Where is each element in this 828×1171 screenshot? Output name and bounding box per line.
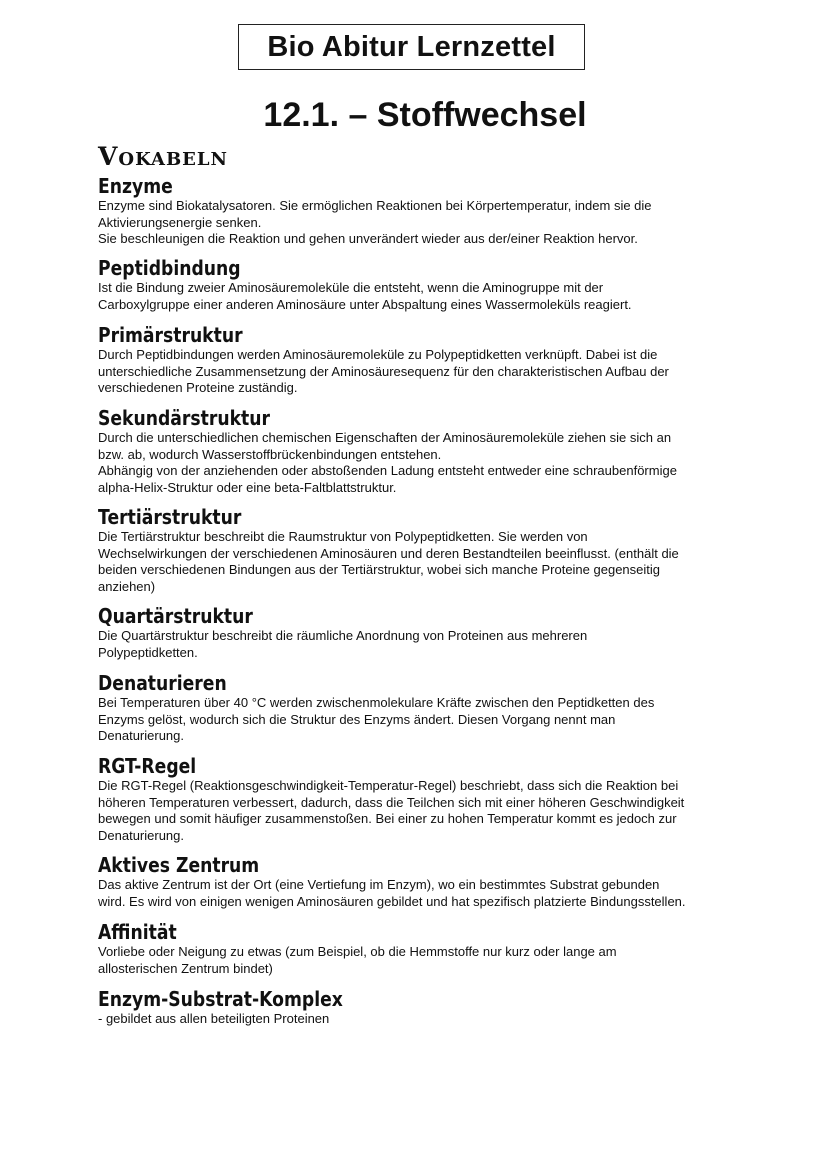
definition-line: Vorliebe oder Neigung zu etwas (zum Beispiel, ob die Hemmstoffe nur kurz oder lange am	[98, 944, 617, 959]
vocab-entry-quartaerstruktur	[98, 604, 738, 661]
definition-line: unterschiedliche Zusammensetzung der Aminosäuresequenz für den charakteristischen Aufbau der	[98, 363, 669, 379]
definition-line: - gebildet aus allen beteiligten Proteinen	[98, 1011, 330, 1026]
definition-line: Abhängig von der anziehenden oder abstoßenden Ladung entsteht entweder eine schraubenförmige	[98, 463, 677, 478]
vocab-entry-enzym-substrat-komplex	[98, 987, 738, 1028]
definition-line: verschiedenen Proteine zuständig.	[98, 380, 298, 395]
definition-line: Durch die unterschiedlichen chemischen Eigenschaften der Aminosäuremoleküle ziehen sie sich an	[98, 430, 672, 445]
vocab-entry-denaturieren	[98, 671, 738, 745]
definition-line: Enzyms gelöst, wodurch sich die Struktur des Enzyms ändert. Diesen Vorgang nennt man	[98, 711, 616, 727]
vocab-entry-aktives-zentrum	[98, 853, 738, 910]
definition-line: anziehen)	[98, 578, 156, 594]
vocab-entry-primaerstruktur	[98, 323, 738, 397]
vocab-term: Peptidbindung	[98, 256, 241, 280]
vocab-term: Enzym-Substrat-Komplex	[98, 987, 343, 1011]
definition-line: bzw. ab, wodurch Wasserstoffbrückenbindungen entstehen.	[98, 446, 442, 462]
vocab-entry-affinitaet	[98, 920, 738, 977]
chapter-heading: 12.1. – Stoffwechsel	[263, 96, 587, 134]
definition-line: Die Quartärstruktur beschreibt die räumliche Anordnung von Proteinen aus mehreren	[98, 628, 588, 643]
definition-line: Die Tertiärstruktur beschreibt die Raumstruktur von Polypeptidketten. Sie werden von	[98, 529, 588, 544]
definition-line: Carboxylgruppe einer anderen Aminosäure unter Abspaltung eines Wassermoleküls reagiert.	[98, 296, 632, 312]
definition-line: Wechselwirkungen der verschiedenen Aminosäuren und deren Bestandteilen beeinflusst. (enthält die	[98, 545, 679, 561]
vocab-entry-sekundaerstruktur	[98, 406, 738, 496]
definition-line: Enzyme sind Biokatalysatoren. Sie ermöglichen Reaktionen bei Körpertemperatur, indem sie die	[98, 198, 652, 213]
vocab-term: Primärstruktur	[98, 323, 243, 347]
vocab-term: Denaturieren	[98, 671, 227, 695]
definition-line: Ist die Bindung zweier Aminosäuremoleküle die entsteht, wenn die Aminogruppe mit der	[98, 280, 604, 295]
definition-line: höheren Temperaturen verbessert, dadurch, dass die Teilchen sich mit einer höheren Geschwindigkeit	[98, 794, 685, 810]
definition-line: Denaturierung.	[98, 827, 184, 843]
vocab-entry-tertiaerstruktur	[98, 505, 738, 595]
definition-line: Aktivierungsenergie senken.	[98, 214, 262, 230]
section-heading: Vokabeln	[98, 142, 229, 171]
definition-line: Durch Peptidbindungen werden Aminosäuremoleküle zu Polypeptidketten verknüpft. Dabei ist die	[98, 347, 658, 362]
definition-line: bewegen und somit häufiger zusammenstoßen. Bei einer zu hohen Temperatur kommt es jedoch zur	[98, 811, 677, 826]
definition-line: Denaturierung.	[98, 728, 184, 743]
definition-line: Bei Temperaturen über 40 °C werden zwischenmolekulare Kräfte zwischen den Peptidketten des	[98, 695, 655, 710]
definition-line: Polypeptidketten.	[98, 644, 198, 660]
vocab-term: Aktives Zentrum	[98, 853, 260, 877]
vocab-entry-rgt-regel	[98, 754, 738, 844]
definition-line: alpha-Helix-Struktur oder eine beta-Faltblattstruktur.	[98, 479, 397, 495]
vocab-term: Affinität	[98, 920, 177, 944]
definition-line: Sie beschleunigen die Reaktion und gehen unverändert wieder aus der/einer Reaktion hervor.	[98, 231, 638, 246]
definition-line: allosterischen Zentrum bindet)	[98, 960, 273, 976]
vocab-term: Quartärstruktur	[98, 604, 253, 628]
vocab-term: Sekundärstruktur	[98, 406, 270, 430]
definition-line: Die RGT-Regel (Reaktionsgeschwindigkeit-Temperatur-Regel) beschriebt, dass sich die Reaktion bei	[98, 778, 679, 793]
vocab-entry-enzyme	[98, 174, 738, 248]
document-title: Bio Abitur Lernzettel	[238, 24, 585, 70]
vocab-term: Tertiärstruktur	[98, 505, 242, 529]
vocab-term: RGT-Regel	[98, 754, 197, 778]
vocab-term: Enzyme	[98, 174, 173, 198]
vocab-entry-peptidbindung	[98, 256, 738, 313]
definition-line: Das aktive Zentrum ist der Ort (eine Vertiefung im Enzym), wo ein bestimmtes Substrat gebunden	[98, 877, 660, 892]
definition-line: wird. Es wird von einigen wenigen Aminosäuren gebildet und hat spezifisch platzierte Bindungsstellen.	[98, 893, 686, 909]
definition-line: beiden verschiedenen Bindungen aus der Tertiärstruktur, wobei sich manche Proteine gegenseitig	[98, 562, 661, 577]
